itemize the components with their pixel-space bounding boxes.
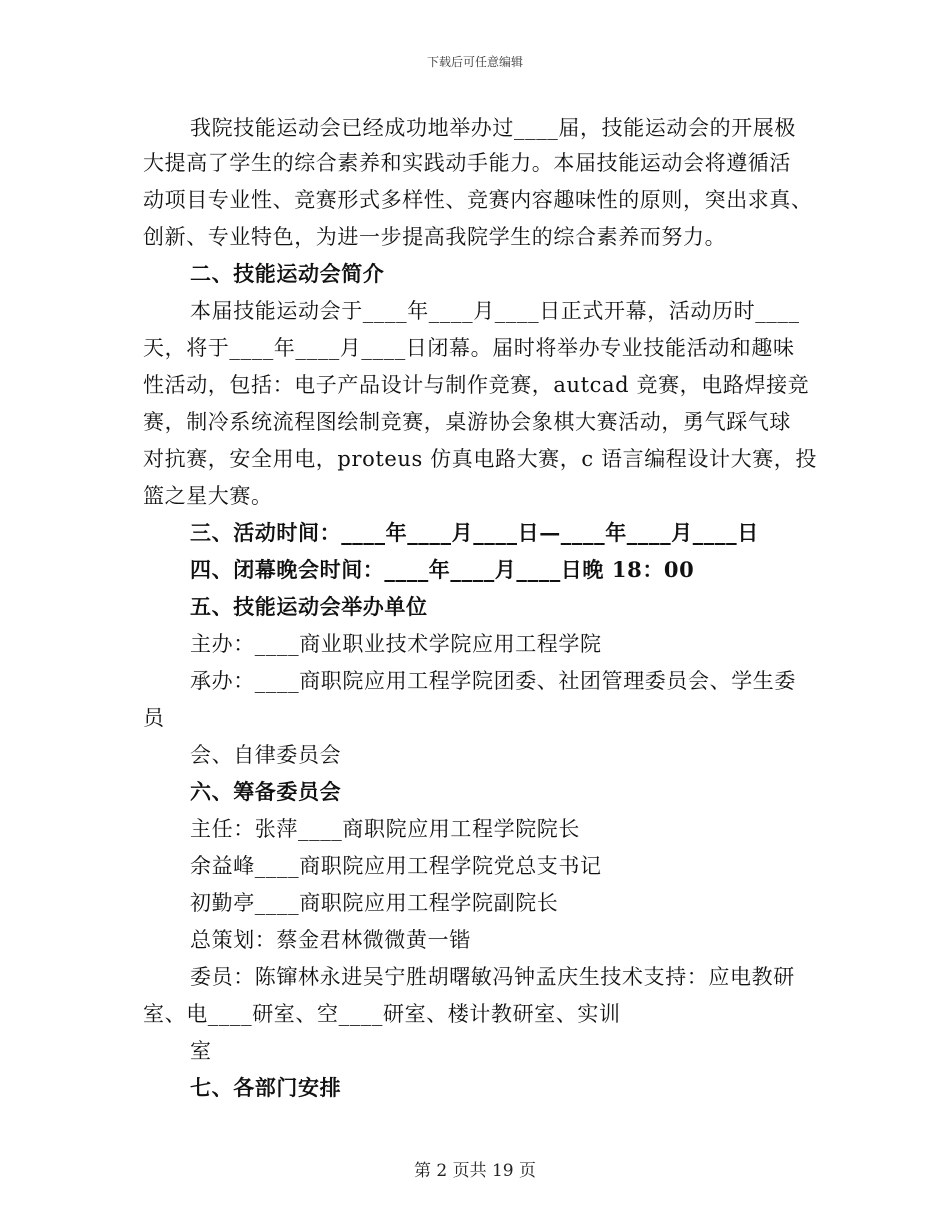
section-heading-6: 六、筹备委员会 bbox=[190, 779, 342, 804]
body-line-11: 篮之星大赛。 bbox=[143, 484, 273, 508]
section-heading-2: 二、技能运动会简介 bbox=[190, 261, 385, 286]
body-line-2: 大提高了学生的综合素养和实践动手能力。本届技能运动会将遵循活 bbox=[143, 151, 791, 175]
body-line-10: 对抗赛，安全用电，proteus 仿真电路大赛，c 语言编程设计大赛，投 bbox=[143, 447, 818, 471]
body-line-1: 我院技能运动会已经成功地举办过____届，技能运动会的开展极 bbox=[190, 116, 796, 140]
body-line-18: 会、自律委员会 bbox=[190, 743, 342, 767]
body-line-23: 总策划：蔡金君林微微黄一锴 bbox=[190, 928, 471, 952]
body-line-25: 室、电____研室、空____研室、楼计教研室、实训 bbox=[143, 1002, 621, 1026]
body-line-21: 余益峰____商职院应用工程学院党总支书记 bbox=[190, 854, 602, 878]
body-line-8: 性活动，包括：电子产品设计与制作竞赛，autcad 竞赛，电路焊接竞 bbox=[143, 373, 810, 397]
body-line-17: 员 bbox=[143, 706, 165, 730]
page-footer: 第 2 页共 19 页 bbox=[413, 1161, 537, 1181]
body-line-26: 室 bbox=[190, 1039, 212, 1063]
body-line-7: 天，将于____年____月____日闭幕。届时将举办专业技能活动和趣味 bbox=[143, 336, 795, 360]
body-line-9: 赛，制冷系统流程图绘制竞赛，桌游协会象棋大赛活动，勇气踩气球 bbox=[143, 410, 791, 434]
section-heading-7: 七、各部门安排 bbox=[190, 1075, 342, 1100]
body-line-16: 承办：____商职院应用工程学院团委、社团管理委员会、学生委 bbox=[190, 669, 796, 693]
body-line-22: 初勤亭____商职院应用工程学院副院长 bbox=[190, 891, 559, 915]
body-line-3: 动项目专业性、竞赛形式多样性、竞赛内容趣味性的原则，突出求真、 bbox=[143, 188, 813, 212]
body-line-4: 创新、专业特色，为进一步提高我院学生的综合素养而努力。 bbox=[143, 225, 727, 249]
section-heading-4: 四、闭幕晚会时间：____年____月____日晚 18：00 bbox=[190, 557, 695, 582]
body-line-15: 主办：____商业职业技术学院应用工程学院 bbox=[190, 632, 602, 656]
body-line-6: 本届技能运动会于____年____月____日正式开幕，活动历时____ bbox=[190, 299, 800, 323]
section-heading-3: 三、活动时间：____年____月____日—____年____月____日 bbox=[190, 520, 759, 545]
page-header: 下载后可任意编辑 bbox=[426, 55, 523, 69]
body-line-20: 主任：张萍____商职院应用工程学院院长 bbox=[190, 817, 580, 841]
section-heading-5: 五、技能运动会举办单位 bbox=[190, 594, 428, 619]
body-line-24: 委员：陈镩林永进吴宁胜胡曙敏冯钟孟庆生技术支持：应电教研 bbox=[190, 965, 795, 989]
